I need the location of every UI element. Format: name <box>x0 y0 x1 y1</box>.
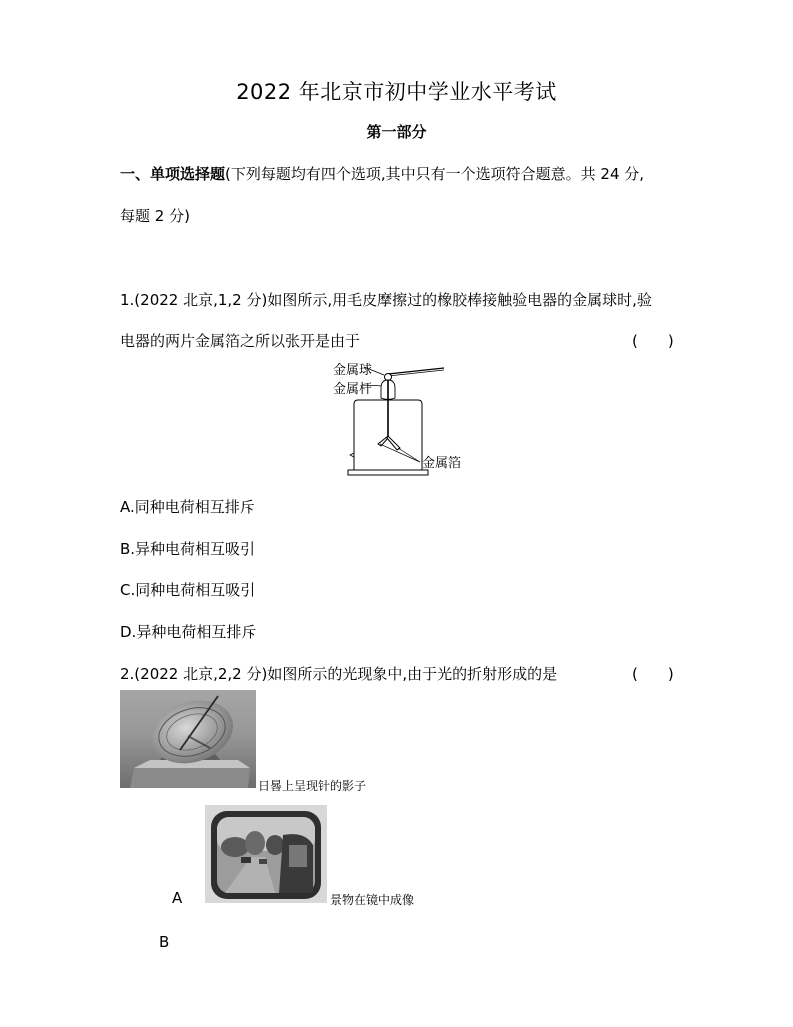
metal-ball <box>385 374 392 381</box>
mirror-photo <box>205 805 327 903</box>
sundial-photo <box>120 690 256 788</box>
caption-a: 日晷上呈现针的影子 <box>258 779 367 793</box>
metal-foil-left <box>378 436 388 446</box>
caption-b: 景物在镜中成像 <box>330 893 415 907</box>
option-label-b: B <box>159 933 170 951</box>
q2-stem: 2.(2022 北京,2,2 分)如图所示的光现象中,由于光的折射形成的是 <box>120 665 558 683</box>
q1-stem-line1: 1.(2022 北京,1,2 分)如图所示,用毛皮摩擦过的橡胶棒接触验电器的金属球时,验 <box>120 291 652 309</box>
label-metal-rod: 金属杆 <box>333 382 373 397</box>
section-heading: 一、单项选择题 <box>120 165 226 183</box>
q1-option-a: A.同种电荷相互排斥 <box>120 498 255 516</box>
q1-option-d: D.异种电荷相互排斥 <box>120 623 257 641</box>
label-metal-foil: 金属箔 <box>422 456 462 471</box>
q1-option-b: B.异种电荷相互吸引 <box>120 540 256 558</box>
section-intro <box>120 163 644 184</box>
label-metal-ball: 金属球 <box>333 363 373 378</box>
section-instruction-line1: (下列每题均有四个选项,其中只有一个选项符合题意。共 24 分, <box>225 165 645 183</box>
section-instruction-line2: 每题 2 分) <box>120 207 190 225</box>
q2-answer-blank: ( ) <box>632 665 674 683</box>
part-heading: 第一部分 <box>366 123 427 141</box>
option-label-a: A <box>172 889 183 907</box>
page-title: 2022 年北京市初中学业水平考试 <box>236 80 557 104</box>
q1-stem-line2: 电器的两片金属箔之所以张开是由于 <box>120 332 361 350</box>
q1-option-c: C.同种电荷相互吸引 <box>120 581 256 599</box>
q1-answer-blank: ( ) <box>632 332 674 350</box>
base-plate <box>348 470 428 475</box>
